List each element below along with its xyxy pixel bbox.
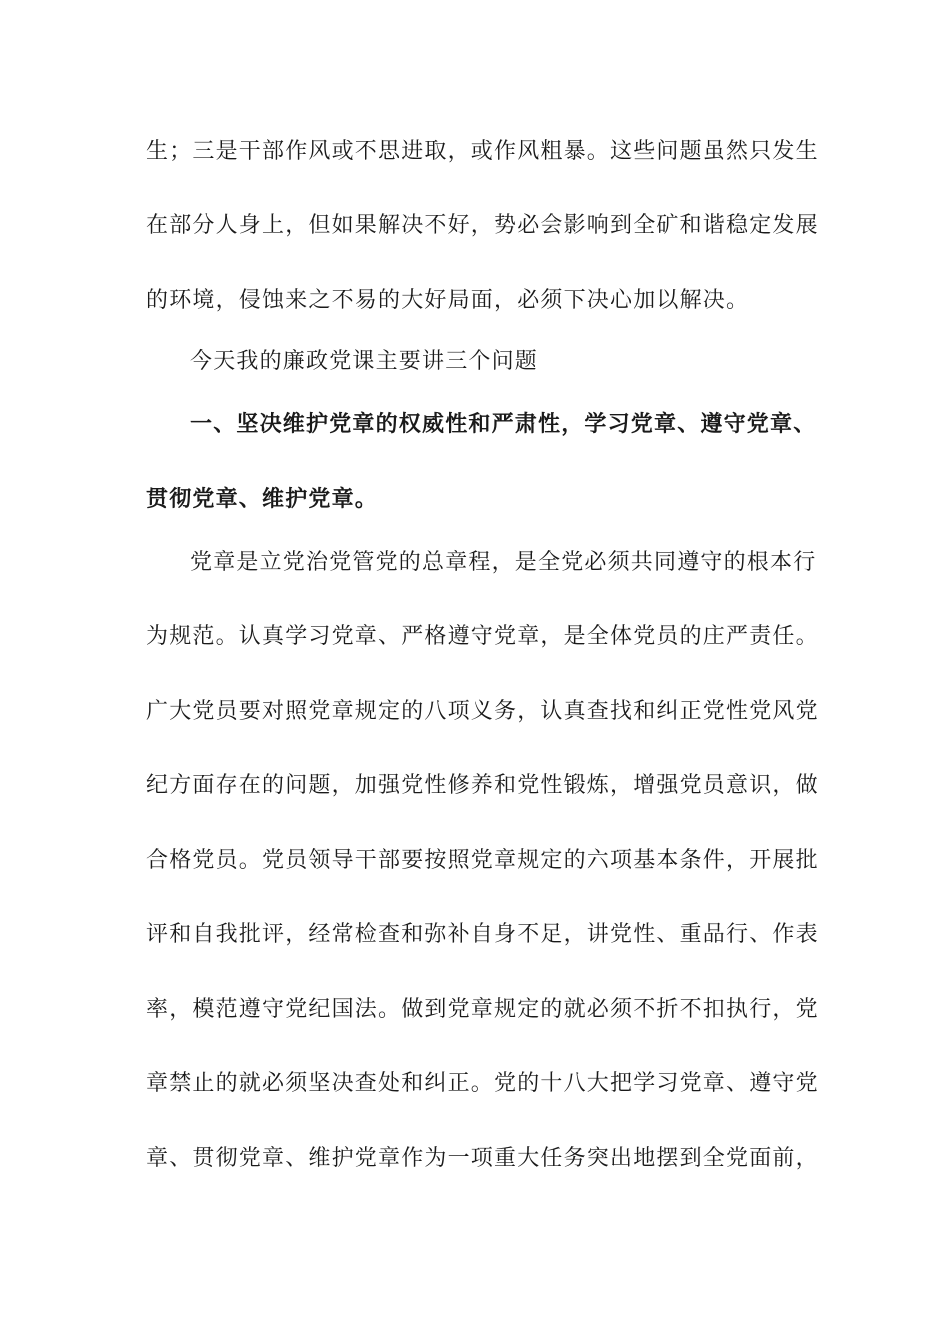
body-line-6: 评和自我批评，经常检查和弥补自身不足，讲党性、重品行、作表	[146, 922, 819, 947]
body-line-1: 党章是立党治党管党的总章程，是全党必须共同遵守的根本行	[190, 550, 817, 575]
paragraph-line-3: 的环境，侵蚀来之不易的大好局面，必须下决心加以解决。	[146, 288, 750, 313]
paragraph-line-2: 在部分人身上，但如果解决不好，势必会影响到全矿和谐稳定发展	[146, 213, 819, 238]
body-line-3: 广大党员要对照党章规定的八项义务，认真查找和纠正党性党风党	[146, 699, 819, 724]
body-line-5: 合格党员。党员领导干部要按照党章规定的六项基本条件，开展批	[146, 848, 819, 873]
section-heading-line-1: 一、坚决维护党章的权威性和严肃性，学习党章、遵守党章、	[190, 412, 817, 437]
body-line-4: 纪方面存在的问题，加强党性修养和党性锻炼，增强党员意识，做	[146, 773, 819, 798]
body-line-9: 章、贯彻党章、维护党章作为一项重大任务突出地摆到全党面前，	[146, 1146, 819, 1171]
intro-line: 今天我的廉政党课主要讲三个问题	[190, 349, 539, 374]
section-heading-line-2: 贯彻党章、维护党章。	[146, 487, 379, 512]
body-line-7: 率，模范遵守党纪国法。做到党章规定的就必须不折不扣执行，党	[146, 997, 819, 1022]
paragraph-line-1: 生；三是干部作风或不思进取，或作风粗暴。这些问题虽然只发生	[146, 139, 819, 164]
body-line-2: 为规范。认真学习党章、严格遵守党章，是全体党员的庄严责任。	[146, 624, 819, 649]
body-line-8: 章禁止的就必须坚决查处和纠正。党的十八大把学习党章、遵守党	[146, 1071, 819, 1096]
